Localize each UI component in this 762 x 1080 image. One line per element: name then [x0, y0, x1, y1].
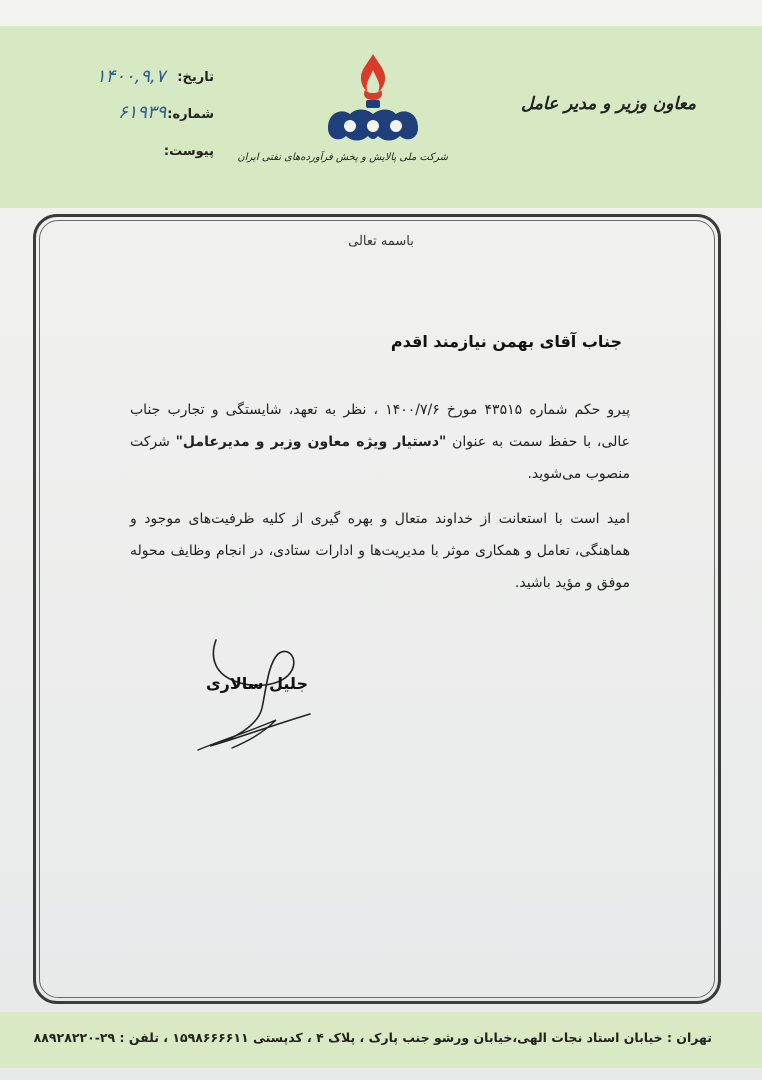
number-value: ۶۱۹۳۹: [118, 102, 167, 123]
signature-scribble-icon: [192, 636, 322, 758]
letter-heading: باسمه تعالی: [348, 234, 414, 249]
signatory-name: جلیل سالاری: [206, 674, 308, 693]
date-value: ۱۴۰۰,۹,۷: [96, 66, 166, 87]
number-label: شماره:: [167, 107, 214, 122]
attachment-label: پیوست:: [163, 144, 214, 159]
company-logo: [237, 50, 448, 182]
paragraph-1-end: شرکت منصوب می‌شوید.: [130, 434, 630, 482]
paragraph-1-text: پیرو حکم شماره ۴۳۵۱۵ مورخ ۱۴۰۰/۷/۶ ، نظر به تعهد، شایستگی و تجارب جناب عالی، با حفظ سمت به عنوان: [130, 402, 631, 450]
paragraph-2: امید است با استعانت از خداوند متعال و بهره گیری از کلیه ظرفیت‌های موجود و هماهنگی، تعامل و همکاری موثر با مدیریت‌ها و ادارات ستادی، در انجام وظایف محوله موفق و مؤید باشید.: [130, 511, 630, 591]
recipient-line: جناب آقای بهمن نیازمند اقدم: [390, 332, 622, 351]
date-label: تاریخ:: [177, 70, 214, 85]
appointment-title: "دستیار ویژه معاون وزیر و مدیرعامل": [175, 434, 447, 450]
org-title: معاون وزیر و مدیر عامل: [520, 94, 696, 114]
logo-caption: شرکت ملی پالایش و پخش فرآورده‌های نفتی ایران: [237, 152, 448, 163]
footer-address: تهران : خیابان استاد نجات الهی،خیابان ورشو جنب پارک ، پلاک ۴ ، کدپستی ۱۵۹۸۶۶۶۶۱۱ ، تلفن : ۲۹-۸۸۹۲۸۲۲۰: [33, 1030, 712, 1045]
flame-logo-icon: [322, 50, 424, 150]
paragraph-1: [130, 394, 630, 490]
